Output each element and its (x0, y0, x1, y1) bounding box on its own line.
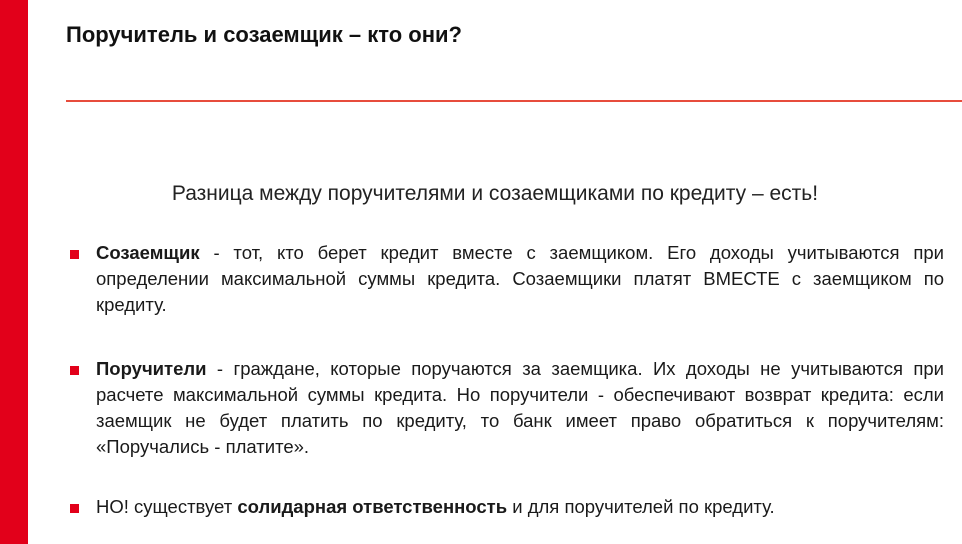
bullet-item-guarantors (70, 356, 944, 460)
bullet-term: солидарная ответственность (237, 496, 508, 517)
bullet-marker-icon (70, 250, 79, 259)
slide-title: Поручитель и созаемщик – кто они? (66, 22, 462, 47)
bullet-text: - граждане, которые поручаются за заемщика. Их доходы не учитываются при расчете максимальной суммы кредита. Но поручители - обеспечивают возврат кредита: если заемщик не будет платить по кредиту, то банк имеет право обратиться к поручителям: «Поручались - платите». (96, 358, 944, 457)
bullet-term: Созаемщик (96, 242, 200, 263)
slide-subtitle: Разница между поручителями и созаемщиками по кредиту – есть! (171, 182, 819, 205)
bullet-item-co-borrower (70, 240, 944, 318)
bullet-prefix: НО! существует (96, 496, 238, 517)
left-accent-bar (0, 0, 28, 544)
bullet-marker-icon (70, 366, 79, 375)
bullet-text: - тот, кто берет кредит вместе с заемщиком. Его доходы учитываются при определении максимальной суммы кредита. Созаемщики платят ВМЕСТЕ с заемщиком по кредиту. (96, 242, 944, 315)
bullet-marker-icon (70, 504, 79, 513)
title-divider (66, 100, 962, 102)
bullet-term: Поручители (96, 358, 207, 379)
bullet-item-joint-liability (70, 494, 944, 520)
bullet-suffix: и для поручителей по кредиту. (507, 496, 775, 517)
